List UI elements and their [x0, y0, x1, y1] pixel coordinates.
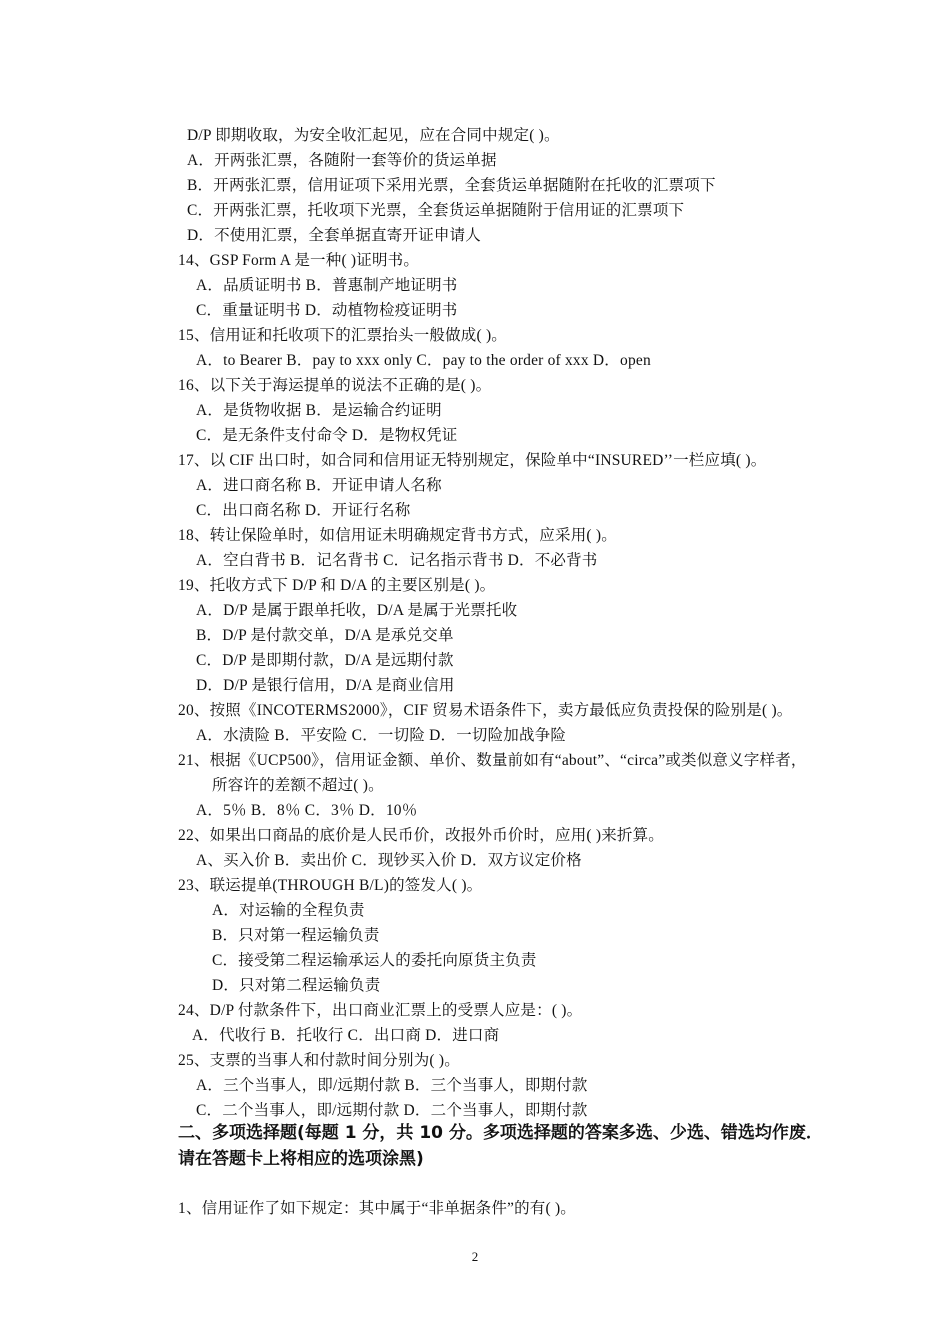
- page-number: 2: [471, 1249, 479, 1264]
- question-19-option-c: C．D/P 是即期付款，D/A 是远期付款: [196, 652, 454, 669]
- question-15-options: A．to Bearer B．pay to xxx only C．pay to the order of xxx D．open: [196, 352, 651, 369]
- question-18-options: A．空白背书 B．记名背书 C．记名指示背书 D．不必背书: [196, 552, 598, 569]
- question-21-options: A．5％ B．8％ C．3％ D．10％: [196, 802, 418, 819]
- question-13-option-c: C．开两张汇票，托收项下光票，全套货运单据随附于信用证的汇票项下: [187, 202, 685, 219]
- section-heading-line-1: 二、多项选择题(每题 1 分，共 10 分。多项选择题的答案多选、少选、错选均作废．: [178, 1123, 823, 1143]
- question-20-options: A．水渍险 B．平安险 C．一切险 D．一切险加战争险: [196, 727, 567, 744]
- question-13-option-b: B．开两张汇票，信用证项下采用光票，全套货运单据随附在托收的汇票项下: [187, 177, 716, 194]
- question-19-option-b: B．D/P 是付款交单，D/A 是承兑交单: [196, 627, 454, 644]
- question-20-stem: 20、按照《INCOTERMS2000》，CIF 贸易术语条件下，卖方最低应负责投保的险别是( )。: [178, 702, 793, 719]
- question-23-option-b: B．只对第一程运输负责: [212, 927, 380, 944]
- question-25-stem: 25、支票的当事人和付款时间分别为( )。: [178, 1052, 460, 1069]
- question-25-options-ab: A．三个当事人，即/远期付款 B．三个当事人，即期付款: [196, 1077, 588, 1094]
- question-19-stem: 19、托收方式下 D/P 和 D/A 的主要区别是( )。: [178, 577, 496, 594]
- question-19-option-a: A．D/P 是属于跟单托收，D/A 是属于光票托收: [196, 602, 518, 619]
- question-23-option-a: A．对运输的全程负责: [212, 902, 365, 919]
- question-24-options: A．代收行 B．托收行 C．出口商 D．进口商: [192, 1027, 500, 1044]
- question-22-stem: 22、如果出口商品的底价是人民币价，改报外币价时，应用( )来折算。: [178, 827, 665, 844]
- question-14-stem: 14、GSP Form A 是一种( )证明书。: [178, 252, 420, 269]
- question-21-stem-continued: 所容许的差额不超过( )。: [212, 777, 384, 794]
- question-14-options-cd: C．重量证明书 D．动植物检疫证明书: [196, 302, 458, 319]
- question-16-options-cd: C．是无条件支付命令 D．是物权凭证: [196, 427, 458, 444]
- question-16-options-ab: A．是货物收据 B．是运输合约证明: [196, 402, 442, 419]
- question-23-stem: 23、联运提单(THROUGH B/L)的签发人( )。: [178, 877, 483, 894]
- question-13-stem: D/P 即期收取，为安全收汇起见，应在合同中规定( )。: [187, 127, 560, 144]
- question-14-options-ab: A．品质证明书 B．普惠制产地证明书: [196, 277, 458, 294]
- question-25-options-cd: C．二个当事人，即/远期付款 D．二个当事人，即期付款: [196, 1102, 588, 1119]
- question-16-stem: 16、以下关于海运提单的说法不正确的是( )。: [178, 377, 492, 394]
- multi-question-1-stem: 1、信用证作了如下规定：其中属于“非单据条件”的有( )。: [178, 1200, 577, 1217]
- question-24-stem: 24、D/P 付款条件下，出口商业汇票上的受票人应是：( )。: [178, 1002, 583, 1019]
- question-17-stem: 17、以 CIF 出口时，如合同和信用证无特别规定，保险单中“INSURED’’一栏应填( )。: [178, 452, 767, 469]
- question-15-stem: 15、信用证和托收项下的汇票抬头一般做成( )。: [178, 327, 507, 344]
- section-heading-line-2: 请在答题卡上将相应的选项涂黑): [178, 1149, 424, 1169]
- question-23-option-c: C．接受第二程运输承运人的委托向原货主负责: [212, 952, 537, 969]
- question-22-options: A、买入价 B．卖出价 C．现钞买入价 D．双方议定价格: [196, 852, 582, 869]
- question-17-options-cd: C．出口商名称 D．开证行名称: [196, 502, 411, 519]
- question-18-stem: 18、转让保险单时，如信用证未明确规定背书方式，应采用( )。: [178, 527, 617, 544]
- question-21-stem: 21、根据《UCP500》，信用证金额、单价、数量前如有“about”、“circa”或类似意义字样者，: [178, 752, 807, 769]
- question-17-options-ab: A．进口商名称 B．开证申请人名称: [196, 477, 442, 494]
- question-13-option-a: A．开两张汇票，各随附一套等价的货运单据: [187, 152, 497, 169]
- question-13-option-d: D．不使用汇票，全套单据直寄开证申请人: [187, 227, 481, 244]
- question-23-option-d: D．只对第二程运输负责: [212, 977, 381, 994]
- question-19-option-d: D．D/P 是银行信用，D/A 是商业信用: [196, 677, 455, 694]
